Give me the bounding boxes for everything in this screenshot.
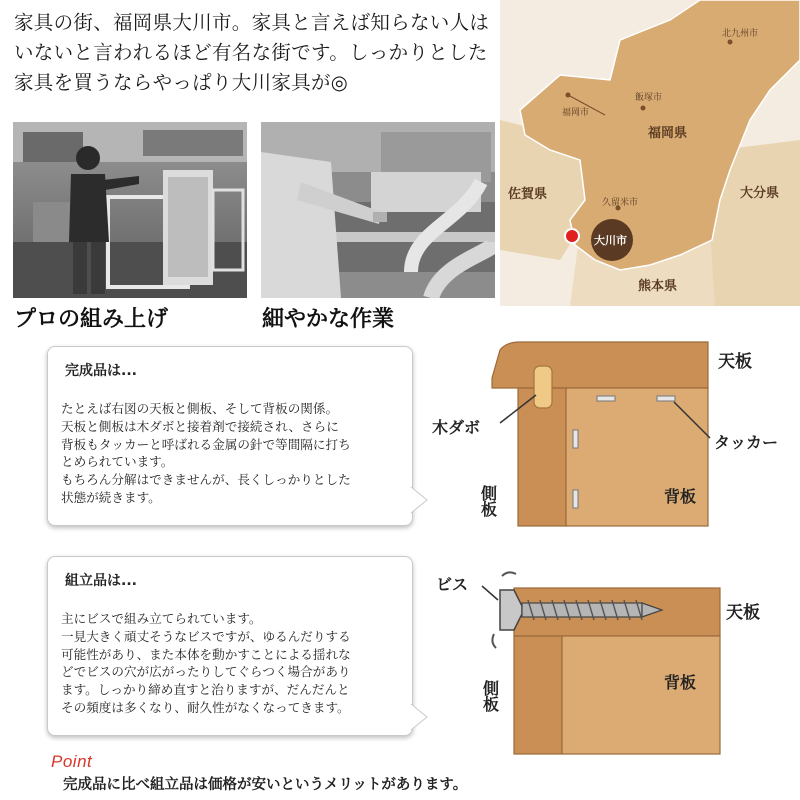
finished-product-body	[61, 400, 411, 507]
top-board-label: 天板	[726, 603, 760, 623]
assembly-photo	[13, 122, 247, 298]
back-board-label: 背板	[664, 487, 697, 506]
woodwork-photo	[261, 122, 495, 298]
map-label-kitakyushu: 北九州市	[722, 29, 759, 39]
assembly-product-diagram	[430, 560, 800, 760]
finished-product-diagram	[430, 330, 800, 530]
assembly-caption: プロの組み上げ	[14, 306, 169, 332]
body-line: 背板もタッカーと呼ばれる金属の針で等間隔に打ち	[61, 436, 351, 452]
side-board-label: 側板	[478, 485, 498, 517]
map-label-iizuka: 飯塚市	[635, 93, 663, 103]
map-label-fukuoka-city: 福岡市	[562, 108, 590, 118]
dowel-icon	[534, 366, 552, 408]
body-line: 状態が続きます。	[61, 489, 161, 505]
finished-product-title: 完成品は...	[65, 363, 137, 379]
point-label: Point	[51, 752, 93, 771]
intro-text: 家具の街、福岡県大川市。家具と言えば知らない人はいないと言われるほど有名な街です。しっかりとした家具を買うならやっぱり大川家具が◎	[14, 11, 490, 94]
body-line: 一見大きく頑丈そうなビスですが、ゆるんだりする	[61, 628, 351, 644]
map-label-oita-pref: 大分県	[740, 186, 780, 201]
body-line: とめられています。	[61, 454, 174, 470]
assembly-product-callout	[47, 556, 413, 736]
map-label-okawa: 大川市	[594, 234, 627, 247]
point-text: 完成品に比べ組立品は価格が安いというメリットがあります。	[63, 777, 468, 793]
screw-label: ビス	[436, 575, 469, 594]
map-label-kumamoto-pref: 熊本県	[638, 279, 678, 294]
assembly-product-title: 組立品は...	[65, 573, 137, 589]
body-line: 可能性があり、また本体を動かすことによる揺れな	[61, 646, 351, 662]
body-line: どでビスの穴が広がったりしてぐらつく場合があり	[61, 664, 351, 680]
side-board-label: 側板	[480, 680, 500, 712]
assembly-product-body	[61, 610, 411, 717]
map-label-fukuoka-pref: 福岡県	[648, 126, 688, 141]
tacker-label: タッカー	[714, 433, 779, 452]
map-label-saga-pref: 佐賀県	[508, 187, 548, 202]
body-line: 天板と側板は木ダボと接着剤で接続され、さらに	[61, 418, 339, 434]
callout-tail	[410, 702, 428, 732]
body-line: ます。しっかり締め直すと治りますが、だんだんと	[61, 682, 350, 698]
back-board-label: 背板	[664, 673, 697, 692]
finished-product-callout	[47, 346, 413, 526]
map-label-kurume: 久留米市	[602, 198, 639, 208]
body-line: その頻度は多くなり、耐久性がなくなってきます。	[61, 699, 350, 715]
body-line: 主にビスで組み立てられています。	[61, 611, 262, 626]
top-board-label: 天板	[718, 352, 752, 372]
callout-tail	[410, 485, 428, 515]
okawa-marker-icon	[565, 229, 579, 243]
okawa-location-map	[500, 0, 800, 306]
dowel-label: 木ダボ	[432, 418, 481, 437]
body-line: もちろん分解はできませんが、長くしっかりとした	[61, 472, 351, 488]
body-line: たとえば右図の天板と側板、そして背板の関係。	[61, 401, 339, 416]
woodwork-caption: 細やかな作業	[262, 306, 395, 332]
